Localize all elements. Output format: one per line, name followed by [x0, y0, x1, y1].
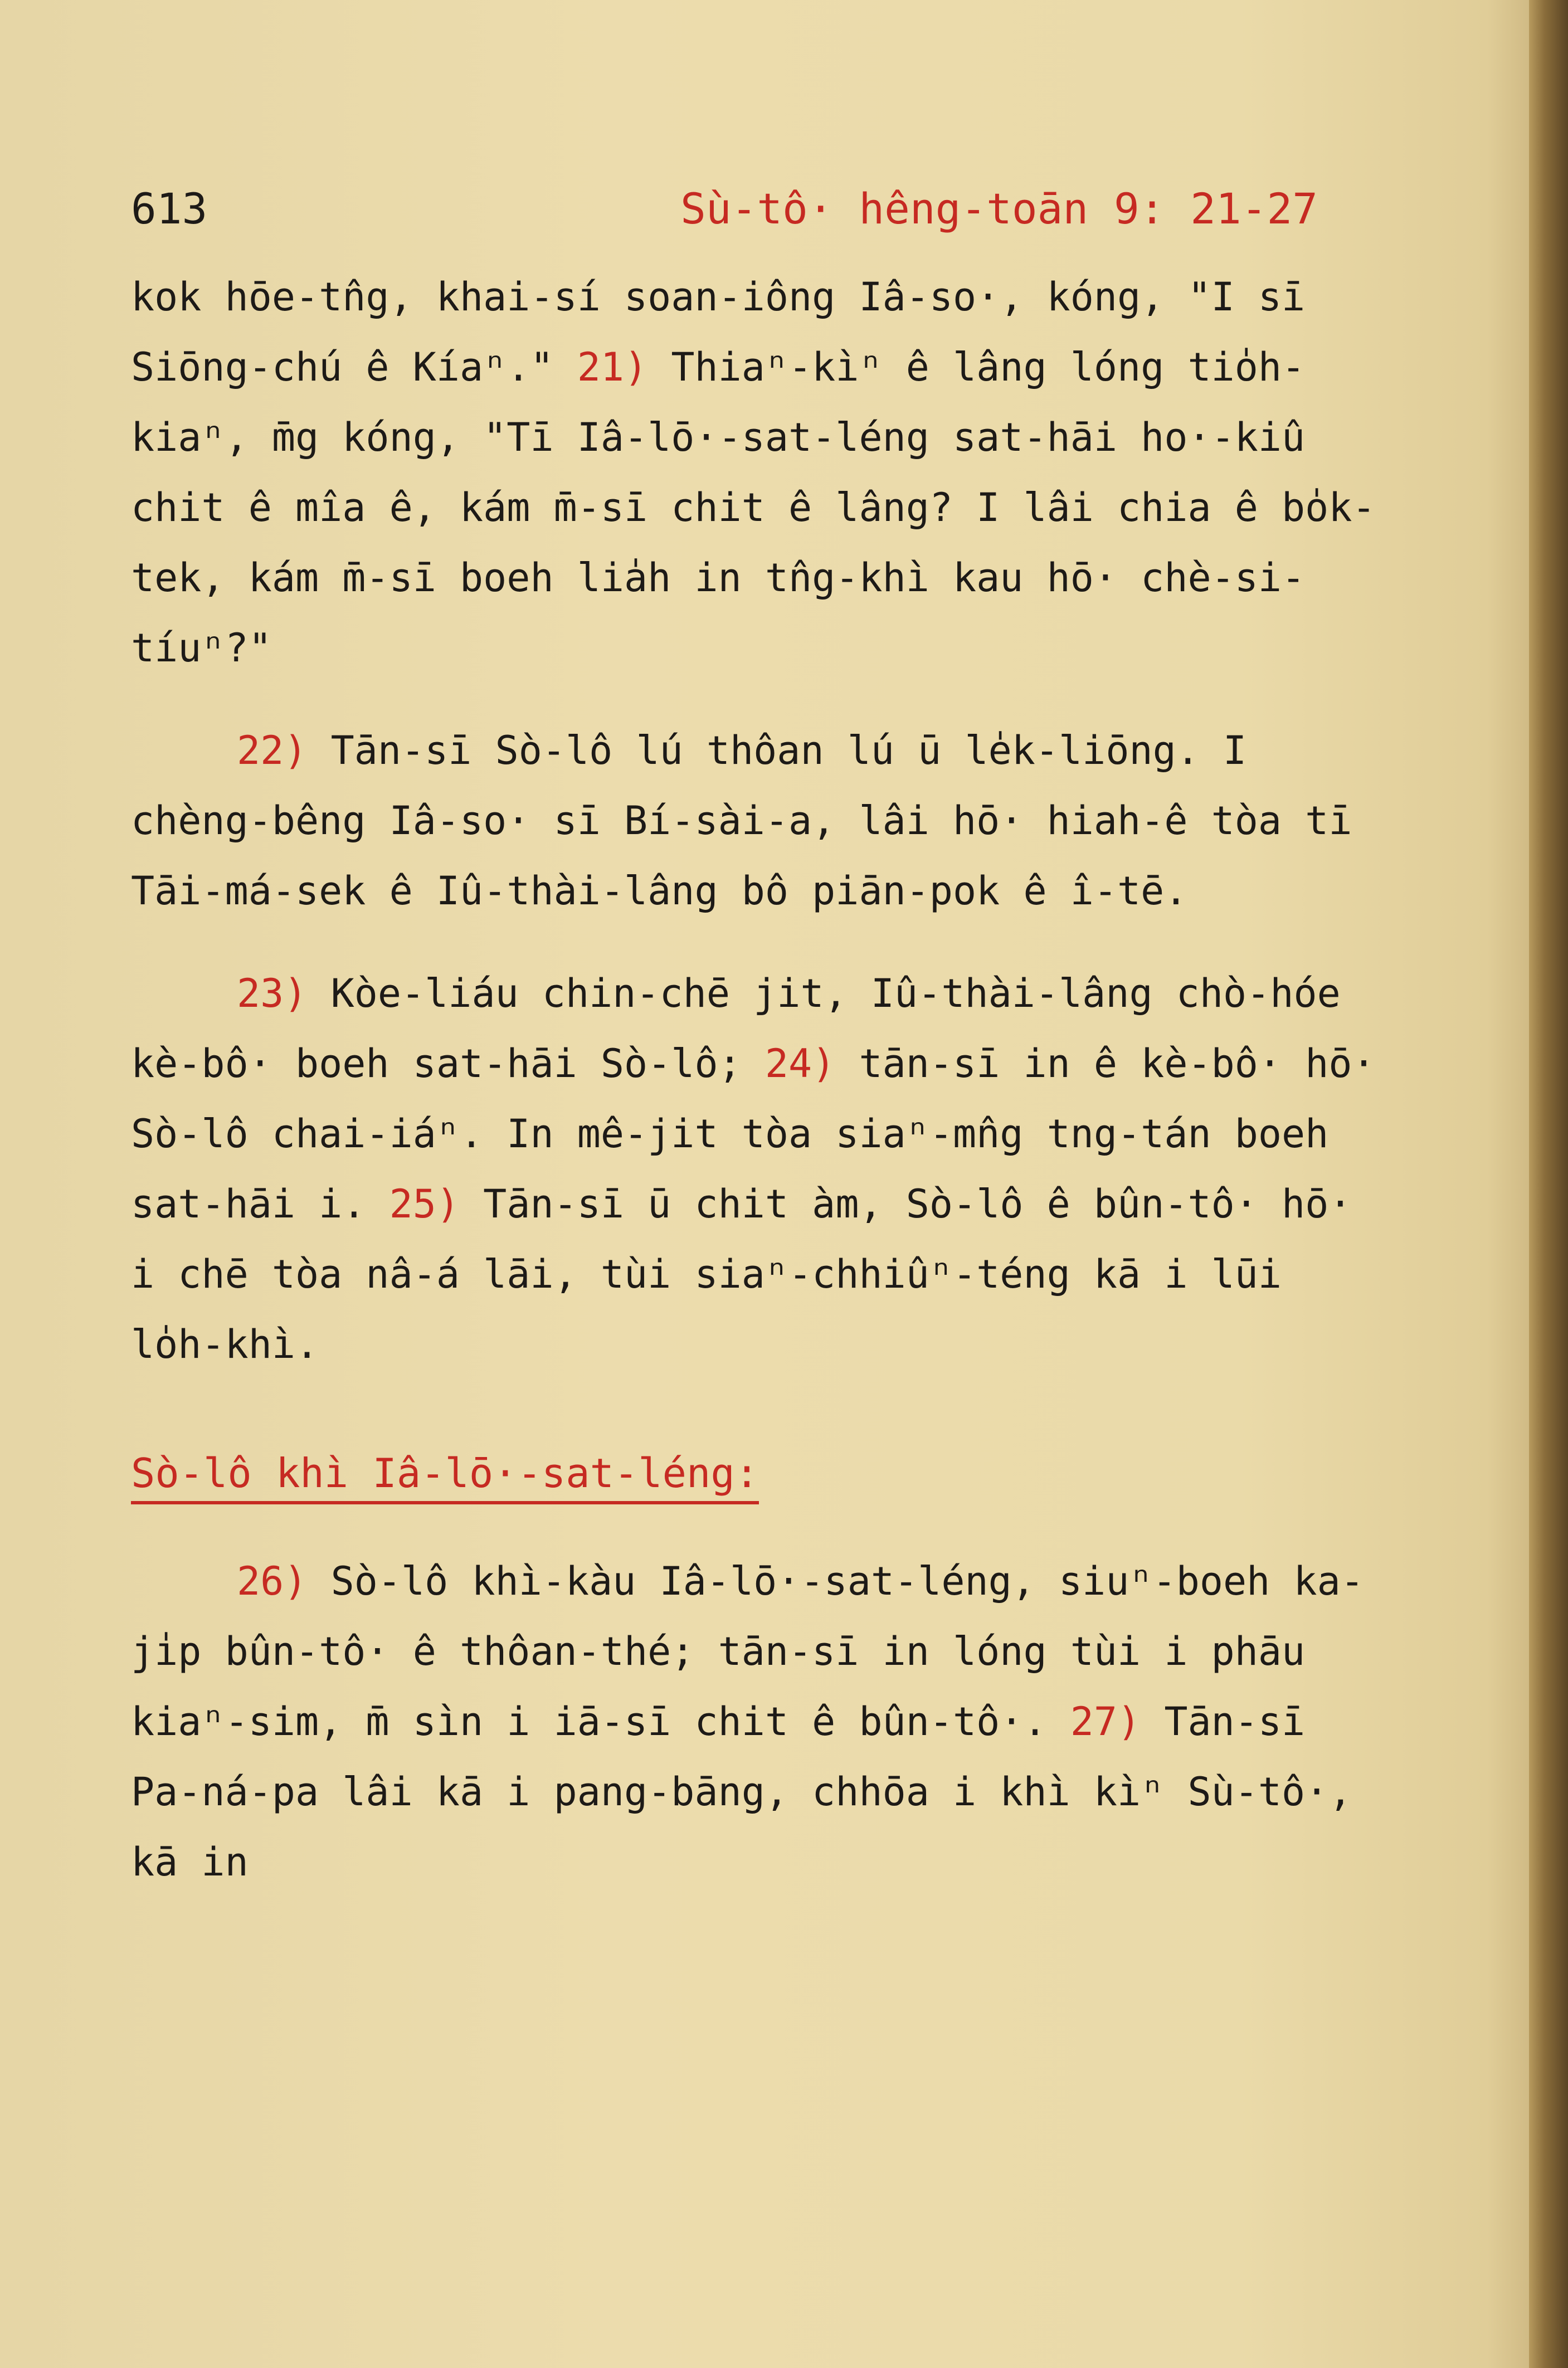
page-edge	[1529, 0, 1568, 2368]
page-number: 613	[131, 184, 208, 233]
verse-number: 22)	[237, 728, 308, 773]
running-head: Sù-tô· hêng-toān 9: 21-27	[680, 184, 1318, 233]
section-heading-wrap	[131, 1412, 1390, 1546]
paragraph	[131, 262, 1390, 683]
verse-text: Sò-lô khì-kàu Iâ-lō·-sat-léng, siuⁿ-boeh ka-ji̍p bûn-tô· ê thôan-thé; tān-sī in lóng tùi i phāu kiaⁿ-sim, m̄ sìn i iā-sī chit ê bûn-tô·.	[131, 1558, 1364, 1745]
verse-text: Tān-sī Pa-ná-pa lâi kā i pang-bāng, chhōa i khì kìⁿ Sù-tô·, kā in	[131, 1699, 1352, 1885]
verse-number: 25)	[389, 1181, 460, 1227]
verse-number: 26)	[237, 1558, 308, 1604]
body-text	[131, 262, 1390, 1930]
page-header	[131, 184, 1318, 245]
verse-number: 27)	[1070, 1699, 1141, 1745]
verse-text: tān-sī in ê kè-bô· hō· Sò-lô chai-iáⁿ. In mê-jit tòa siaⁿ-mn̂g tng-tán boeh sat-hāi i.	[131, 1041, 1376, 1227]
section-heading: Sò-lô khì Iâ-lō·-sat-léng:	[131, 1445, 759, 1504]
paragraph	[131, 715, 1390, 926]
verse-number: 21)	[577, 344, 648, 390]
paragraph	[131, 1546, 1390, 1897]
verse-text: Thiaⁿ-kìⁿ ê lâng lóng tio̍h-kiaⁿ, m̄g kóng, "Tī Iâ-lō·-sat-léng sat-hāi ho·-kiû chit ê mîa ê, kám m̄-sī chit ê lâng? I lâi chia ê bo̍k-tek, kám m̄-sī boeh lia̍h in tn̂g-khì kau hō· chè-si-tíuⁿ?"	[131, 344, 1376, 671]
verse-text: kok hōe-tn̂g, khai-sí soan-iông Iâ-so·, kóng, "I sī Siōng-chú ê Kíaⁿ."	[131, 274, 1306, 390]
paragraph	[131, 958, 1390, 1380]
verse-text: Tān-sī ū chit àm, Sò-lô ê bûn-tô· hō· i chē tòa nâ-á lāi, tùi siaⁿ-chhiûⁿ-téng kā i lūi lo̍h-khì.	[131, 1181, 1352, 1367]
verse-number: 24)	[764, 1041, 836, 1086]
verse-text: Tān-sī Sò-lô lú thôan lú ū le̍k-liōng. I chèng-bêng Iâ-so· sī Bí-sài-a, lâi hō· hiah-ê tòa tī Tāi-má-sek ê Iû-thài-lâng bô piān-pok ê î-tē.	[131, 728, 1352, 914]
verse-text: Kòe-liáu chin-chē jit, Iû-thài-lâng chò-hóe kè-bô· boeh sat-hāi Sò-lô;	[131, 971, 1341, 1086]
verse-number: 23)	[237, 971, 308, 1016]
